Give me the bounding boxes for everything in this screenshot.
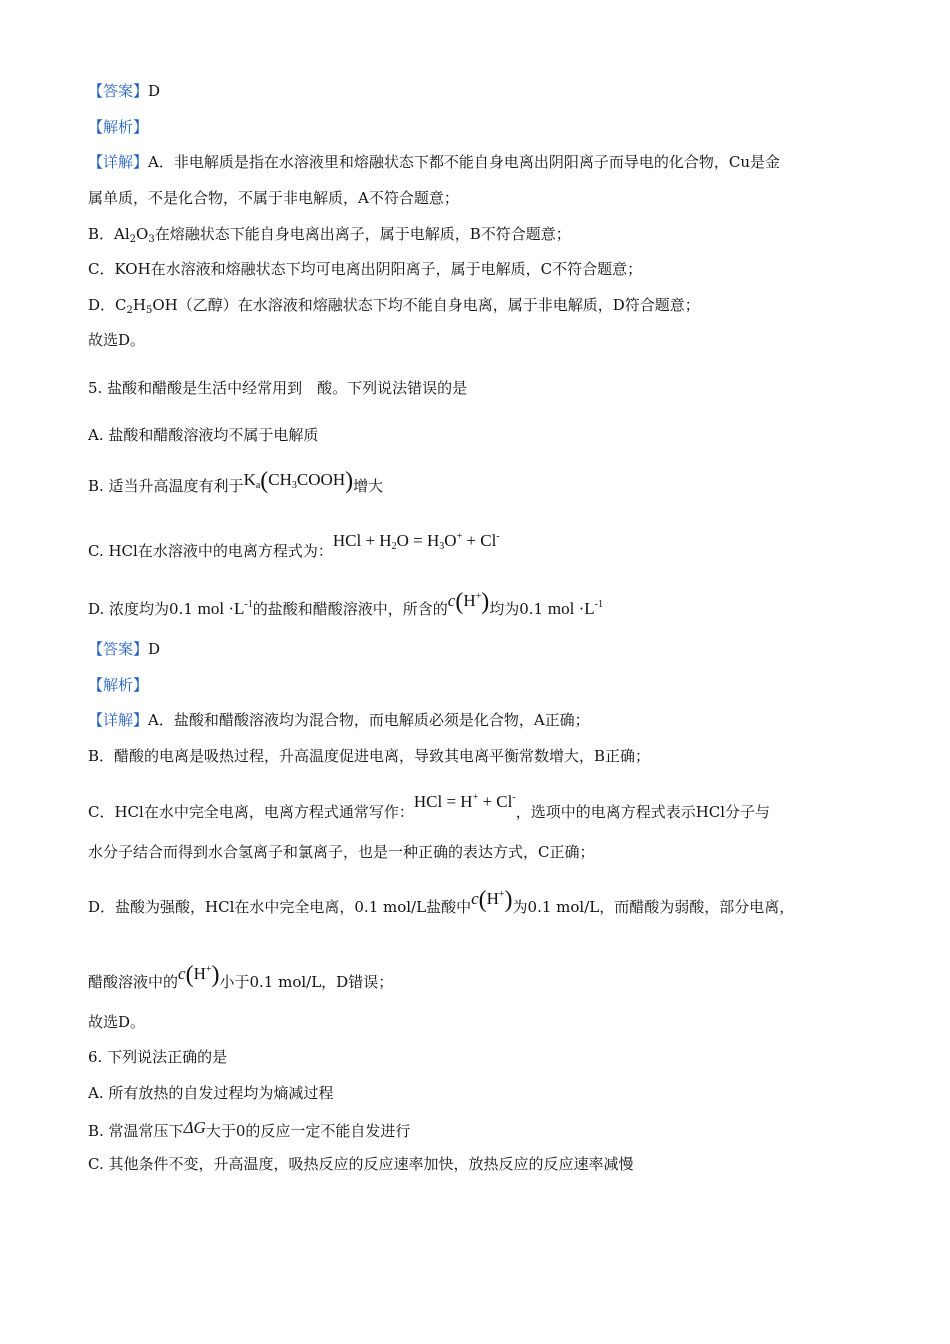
sup-minus: - [496,531,500,542]
q5-option-b [88,469,862,497]
eq-equals: = [442,792,461,811]
sub-2: 2 [129,234,137,245]
paren-left: ( [478,887,487,913]
c-italic: c [447,591,456,610]
q5-stem-text: 5. 盐酸和醋酸是生活中经常用到 酸。下列说法错误的是 [88,379,468,397]
q5-answer-value: D [148,640,161,658]
delta-g-symbol: ΔG [183,1118,206,1137]
sup-neg1: -1 [594,599,603,610]
q4-answer-line [88,80,862,102]
q6-option-b [88,1117,862,1142]
analysis-tag: 【解析】 [88,118,149,136]
paren-right: ) [345,468,354,494]
q5-conclusion-text: 故选D。 [88,1013,146,1031]
q5-option-b-pre: B. 适当升高温度有利于 [88,477,244,495]
q5-detail-c2 [88,841,862,863]
eq-cl: Cl [480,531,497,550]
q6-option-a-text: A. 所有放热的自发过程均为熵减过程 [88,1084,334,1102]
h: H [193,964,206,983]
q5-detail-d-pre: D．盐酸为强酸，HCl在水中完全电离，0.1 mol/L盐酸中 [88,898,472,916]
q4-conclusion [88,329,862,351]
q5-option-a [88,424,862,446]
q5-option-d [88,590,862,620]
q4-c-text: C．KOH在水溶液和熔融状态下均可电离出阴阳离子，属于电解质，C不符合题意； [88,260,643,278]
analysis-tag: 【解析】 [88,676,149,694]
sub-3: 3 [148,234,155,245]
eq-h: H [460,792,473,811]
q5-detail-a [88,709,862,731]
sup-plus: + [475,591,482,602]
unit-mol-per-l [548,599,603,618]
q5-option-d-mid2: 均为0.1 [489,600,544,618]
mol: mol [197,599,225,618]
q4-detail-a-1: A．非电解质是指在水溶液里和熔融状态下都不能自身电离出阴阳离子而导电的化合物，Cu是金 [148,153,780,171]
q4-answer-value: D [148,82,161,100]
q4-analysis-line [88,116,862,138]
q6-option-b-post: 大于0的反应一定不能自发进行 [205,1122,411,1140]
q5-option-d-pre: D. 浓度均为0.1 [88,600,193,618]
c-italic: c [178,964,186,983]
eq-equals: = [408,531,427,550]
c-h-plus [447,589,490,615]
q5-detail-c-pre: C．HCl在水中完全电离，电离方程式通常写作： [88,803,414,821]
q5-option-a-text: A. 盐酸和醋酸溶液均不属于电解质 [88,426,319,444]
sub-2: 2 [126,305,133,316]
q5-analysis-line [88,674,862,696]
q4-detail-d [88,294,862,316]
q4-b-post: 在熔融状态下能自身电离出离子，属于电解质，B不符合题意； [154,225,571,243]
paren-right: ) [211,962,220,988]
q5-detail-a-text: A．盐酸和醋酸溶液均为混合物，而电解质必须是化合物，A正确； [148,711,590,729]
q4-d-mid: H [132,296,146,314]
eq-h: H [426,531,440,550]
ch: CH [268,470,292,489]
dot-l: ·L [228,599,245,618]
q5-detail-c [88,791,862,823]
q5-option-d-mid: 的盐酸和醋酸溶液中，所含的 [252,600,448,618]
sup-plus: + [456,531,463,542]
eq-hcl: HCl [413,792,443,811]
detail-tag: 【详解】 [88,711,149,729]
sup-plus: + [472,792,479,803]
q5-detail-d2 [88,963,862,993]
q5-option-c [88,530,862,562]
q5-conclusion [88,1011,862,1033]
q4-b-pre: B．Al [88,225,130,243]
sub-5: 5 [145,305,153,316]
eq-plus: + [361,531,380,550]
detail-tag: 【详解】 [88,153,149,171]
eq-plus: + [478,792,497,811]
paren-left: ( [260,468,269,494]
q4-d-pre: D．C [88,296,127,314]
q6-option-c-text: C. 其他条件不变，升高温度，吸热反应的反应速率加快，放热反应的反应速率减慢 [88,1155,634,1173]
q6-option-a [88,1082,862,1104]
q4-d-post: OH（乙醇）在水溶液和熔融状态下均不能自身电离，属于非电解质，D符合题意； [152,296,700,314]
paren-left: ( [455,589,464,615]
sub-3: 3 [291,480,297,491]
eq-hcl: HCl [332,531,362,550]
dot-l: ·L [578,599,595,618]
sup-plus: + [498,889,505,900]
q6-option-c [88,1153,862,1175]
q5-detail-d2-pre: 醋酸溶液中的 [88,973,179,991]
ka-k: K [243,470,256,489]
c-h-plus [471,887,513,913]
eq-plus: + [462,531,481,550]
answer-tag: 【答案】 [88,640,149,658]
hcl-simple-equation [414,792,516,811]
cooh: COOH [296,470,346,489]
q6-stem-text: 6. 下列说法正确的是 [88,1048,228,1066]
q4-detail-line-2 [88,187,862,209]
c-italic: c [471,889,479,908]
sup-minus: - [512,792,516,803]
unit-mol-per-l [198,599,253,618]
ka-formula [243,468,354,494]
q4-detail-c [88,258,862,280]
h: H [463,591,476,610]
h: H [486,889,499,908]
eq-h: H [379,531,392,550]
q5-detail-d2-post: 小于0.1 mol/L，D错误； [219,973,394,991]
answer-tag: 【答案】 [88,82,149,100]
q5-detail-c2-text: 水分子结合而得到水合氢离子和氯离子，也是一种正确的表达方式，C正确； [88,843,595,861]
paren-right: ) [504,887,513,913]
q6-option-b-pre: B. 常温常压下 [88,1122,184,1140]
q4-conclusion-text: 故选D。 [88,331,146,349]
q5-detail-d [88,888,862,918]
ka-a: a [255,480,261,491]
q5-detail-d-post: 为0.1 mol/L，而醋酸为弱酸，部分电离， [512,898,795,916]
mol: mol [547,599,575,618]
q6-stem [88,1046,862,1068]
eq-o: O [396,531,409,550]
sub-2: 2 [391,541,397,552]
hcl-ionization-equation [333,531,500,550]
sub-3: 3 [439,541,445,552]
c-h-plus [178,962,220,988]
eq-o: O [444,531,457,550]
q4-detail-b [88,223,862,245]
sup-plus: + [205,964,212,975]
q5-stem [88,377,862,399]
q5-option-c-pre: C. HCl在水溶液中的电离方程式为： [88,542,333,560]
paren-right: ) [481,589,490,615]
q4-b-mid: O [136,225,149,243]
q5-answer-line [88,638,862,660]
paren-left: ( [185,962,194,988]
q4-detail-a-2: 属单质，不是化合物，不属于非电解质，A不符合题意； [88,189,459,207]
q5-detail-b [88,745,862,767]
q5-option-b-post: 增大 [353,477,384,495]
q4-detail-line-1 [88,151,862,173]
sup-neg1: -1 [244,599,253,610]
eq-cl: Cl [496,792,513,811]
q5-detail-b-text: B．醋酸的电离是吸热过程，升高温度促进电离，导致其电离平衡常数增大，B正确； [88,747,651,765]
q5-detail-c-post: ，选项中的电离方程式表示HCl分子与 [515,803,771,821]
